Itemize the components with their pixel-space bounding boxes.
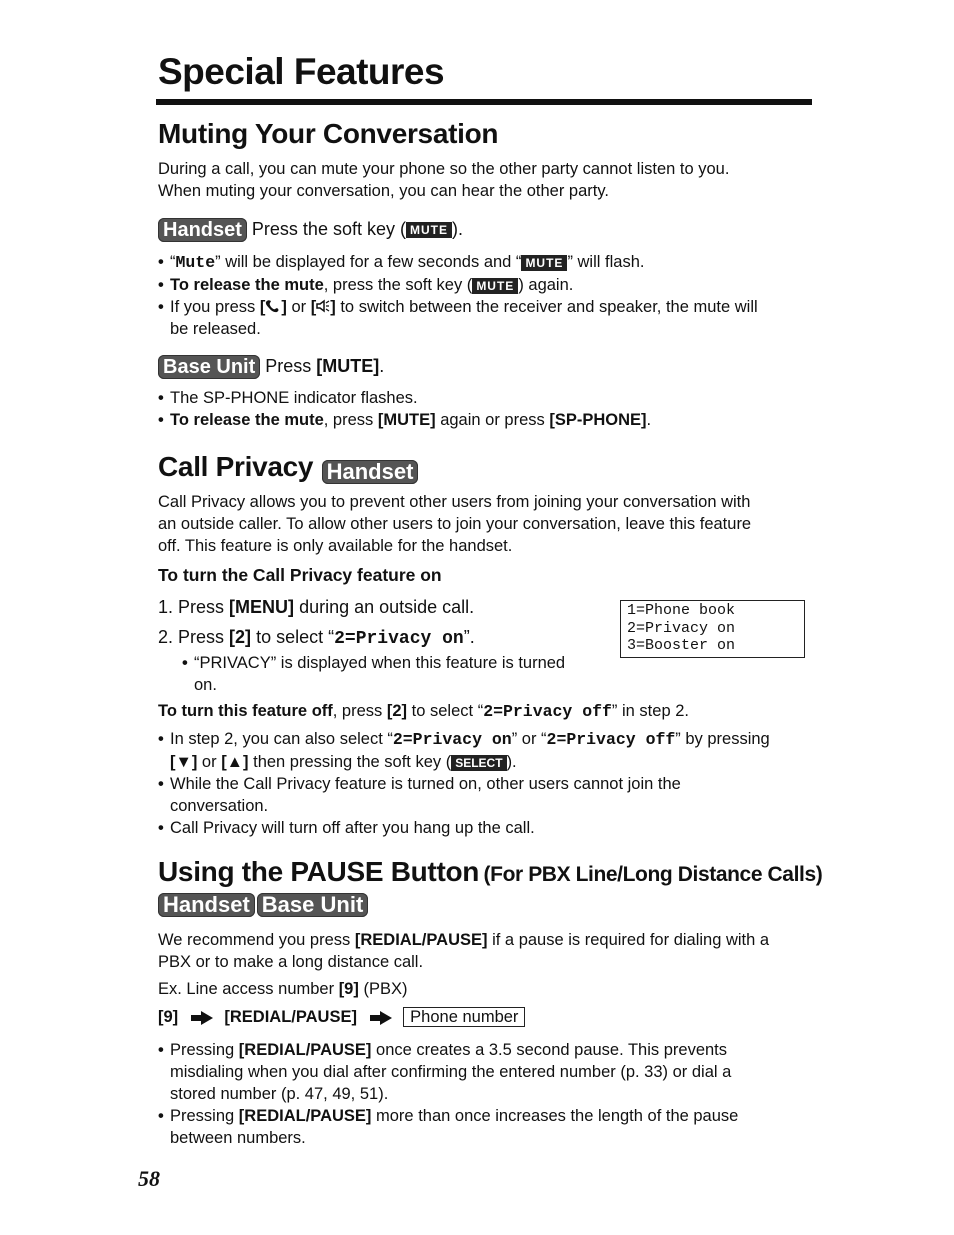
text: 1. Press xyxy=(158,597,225,617)
text: during an outside call. xyxy=(299,597,475,617)
text: once creates a 3.5 second pause. This prevents xyxy=(376,1041,728,1059)
redial-pause-key: [REDIAL/PAUSE] xyxy=(238,1041,372,1059)
privacy-heading-row xyxy=(158,451,418,484)
text: be released. xyxy=(170,320,261,338)
bullet-turns-off: • Call Privacy will turn off after you hang up the call. xyxy=(158,817,818,839)
handset-press-text: Press the soft key ( xyxy=(251,219,406,239)
privacy-on-code: 2=Privacy on xyxy=(392,730,512,749)
pause-tags xyxy=(158,893,368,917)
lcd-line: 2=Privacy on xyxy=(627,619,736,637)
text: conversation. xyxy=(170,797,269,815)
talk-key: [ ] xyxy=(259,298,287,316)
section-heading-pause: Using the PAUSE Button xyxy=(158,856,480,887)
text: ” will flash. xyxy=(567,253,645,271)
text: ” or “ xyxy=(511,730,547,748)
up-key: [▲] xyxy=(221,753,249,771)
key-9: [9] xyxy=(338,980,359,998)
step-2-note xyxy=(182,652,602,696)
bullet-select-by-arrows xyxy=(158,728,818,773)
privacy-intro xyxy=(158,491,818,557)
page-number: 58 xyxy=(138,1166,160,1191)
text: While the Call Privacy feature is turned on, other users cannot join the xyxy=(170,775,681,793)
text: between numbers. xyxy=(170,1129,306,1147)
bullet-mute-display xyxy=(158,251,818,274)
base-unit-bullets xyxy=(158,387,651,431)
base-unit-instruction: Base Unit Press [MUTE]. xyxy=(158,353,384,379)
text: , press the soft key ( xyxy=(323,276,473,294)
bullet-others-cannot-join xyxy=(158,773,818,817)
handset-instruction xyxy=(158,216,463,242)
text: more than once increases the length of the pause xyxy=(376,1107,739,1125)
menu-key: [MENU] xyxy=(229,597,295,617)
speaker-key: [ ] xyxy=(310,298,336,316)
text: “ xyxy=(170,253,176,271)
step-2 xyxy=(158,622,475,654)
bullet-pause-more xyxy=(158,1105,818,1149)
section-heading-privacy: Call Privacy xyxy=(158,451,314,482)
text: if a pause is required for dialing with a xyxy=(492,931,770,949)
phone-number-box: Phone number xyxy=(403,1007,525,1027)
text: to select “ xyxy=(411,702,484,720)
muting-intro-line1: During a call, you can mute your phone so the other party cannot listen to you. xyxy=(158,160,730,178)
lcd-line: 3=Booster on xyxy=(627,637,736,654)
privacy-subheading: To turn the Call Privacy feature on xyxy=(158,565,442,585)
text: again or press xyxy=(440,411,545,429)
text-line: an outside caller. To allow other users to join your conversation, leave this feature xyxy=(158,515,752,533)
base-unit-tag: Base Unit xyxy=(257,893,368,917)
muting-bullets xyxy=(158,251,818,340)
mute-key: [MUTE] xyxy=(316,356,380,376)
step-1 xyxy=(158,592,475,622)
bold-text: To turn this feature off xyxy=(158,702,333,720)
mute-soft-key: MUTE xyxy=(521,255,567,271)
text: to select “ xyxy=(256,627,335,647)
key-2: [2] xyxy=(386,702,408,720)
bullet-base-release: • To release the mute, press [MUTE] again or press [SP-PHONE]. xyxy=(158,409,651,431)
pause-intro xyxy=(158,929,818,973)
privacy-off-instruction xyxy=(158,700,689,723)
text: stored number (p. 47, 49, 51). xyxy=(170,1085,389,1103)
arrow-right-icon xyxy=(201,1011,213,1025)
privacy-notes xyxy=(158,728,818,839)
key-9: [9] xyxy=(158,1008,179,1026)
text: Press xyxy=(265,356,312,376)
pause-example xyxy=(158,978,407,1000)
bold-text: To release the mute xyxy=(170,276,324,294)
key-2: [2] xyxy=(229,627,252,647)
text: ” by pressing xyxy=(675,730,770,748)
lcd-line: 1=Phone book xyxy=(627,602,736,619)
handset-tag: Handset xyxy=(322,460,419,484)
mute-key: [MUTE] xyxy=(377,411,436,429)
text: “PRIVACY” is displayed when this feature is turned xyxy=(194,654,566,672)
page-title: Special Features xyxy=(158,51,445,92)
text: misdialing when you dial after confirming the entered number (p. 33) or dial a xyxy=(170,1063,732,1081)
text: or xyxy=(291,298,307,316)
bullet-pause-once xyxy=(158,1039,818,1105)
handset-tag: Handset xyxy=(158,893,255,917)
mute-soft-key: MUTE xyxy=(472,278,518,294)
text: , press xyxy=(323,411,374,429)
handset-tag: Handset xyxy=(158,218,247,242)
bullet-privacy-displayed xyxy=(182,652,602,696)
down-key: [▼] xyxy=(170,753,198,771)
muting-intro xyxy=(158,158,729,202)
privacy-off-code: 2=Privacy off xyxy=(483,702,612,721)
section-subheading-pause: (For PBX Line/Long Distance Calls) xyxy=(483,863,823,886)
text: or xyxy=(201,753,217,771)
text-line: off. This feature is only available for the handset. xyxy=(158,537,513,555)
text: Pressing xyxy=(170,1107,235,1125)
redial-pause-key: [REDIAL/PAUSE] xyxy=(354,931,488,949)
text: In step 2, you can also select “ xyxy=(170,730,393,748)
section-heading-muting: Muting Your Conversation xyxy=(158,118,499,149)
text: then pressing the soft key ( xyxy=(253,753,452,771)
base-unit-tag: Base Unit xyxy=(158,355,260,379)
privacy-on-code: 2=Privacy on xyxy=(334,629,464,649)
text: If you press xyxy=(170,298,256,316)
text: ”. xyxy=(463,627,475,647)
speaker-icon xyxy=(316,299,330,313)
pause-heading-row xyxy=(158,856,822,888)
text: We recommend you press xyxy=(158,931,351,949)
lcd-display xyxy=(620,600,805,658)
text: Ex. Line access number xyxy=(158,980,335,998)
text: ” will be displayed for a few seconds and “ xyxy=(215,253,522,271)
privacy-steps xyxy=(158,592,475,654)
text: ). xyxy=(506,753,517,771)
pause-sequence xyxy=(158,1006,525,1028)
redial-pause-key: [REDIAL/PAUSE] xyxy=(238,1107,372,1125)
text: on. xyxy=(194,676,217,694)
select-soft-key: SELECT xyxy=(451,755,506,771)
sp-phone-key: [SP-PHONE] xyxy=(549,411,647,429)
bullet-release-mute xyxy=(158,274,818,296)
close-paren: ). xyxy=(451,219,463,239)
bullet-sp-phone-flashes: • The SP-PHONE indicator flashes. xyxy=(158,387,651,409)
text: (PBX) xyxy=(363,980,408,998)
muting-intro-line2: When muting your conversation, you can hear the other party. xyxy=(158,182,609,200)
text: ” in step 2. xyxy=(611,702,689,720)
mute-display-code: Mute xyxy=(175,253,216,272)
bold-text: To release the mute xyxy=(170,411,324,429)
text: ) again. xyxy=(518,276,574,294)
text: PBX or to make a long distance call. xyxy=(158,953,424,971)
text: 2. Press xyxy=(158,627,225,647)
redial-pause-key: [REDIAL/PAUSE] xyxy=(224,1008,357,1026)
mute-soft-key: MUTE xyxy=(406,222,452,238)
arrow-right-icon xyxy=(380,1011,392,1025)
pause-notes xyxy=(158,1039,818,1149)
text-line: Call Privacy allows you to prevent other users from joining your conversation with xyxy=(158,493,751,511)
text: , press xyxy=(332,702,383,720)
title-divider xyxy=(156,99,812,105)
privacy-off-code: 2=Privacy off xyxy=(546,730,676,749)
phone-handset-icon xyxy=(265,299,281,313)
text: to switch between the receiver and speaker, the mute will xyxy=(340,298,758,316)
text: Pressing xyxy=(170,1041,235,1059)
bullet-switch-speaker xyxy=(158,296,818,340)
